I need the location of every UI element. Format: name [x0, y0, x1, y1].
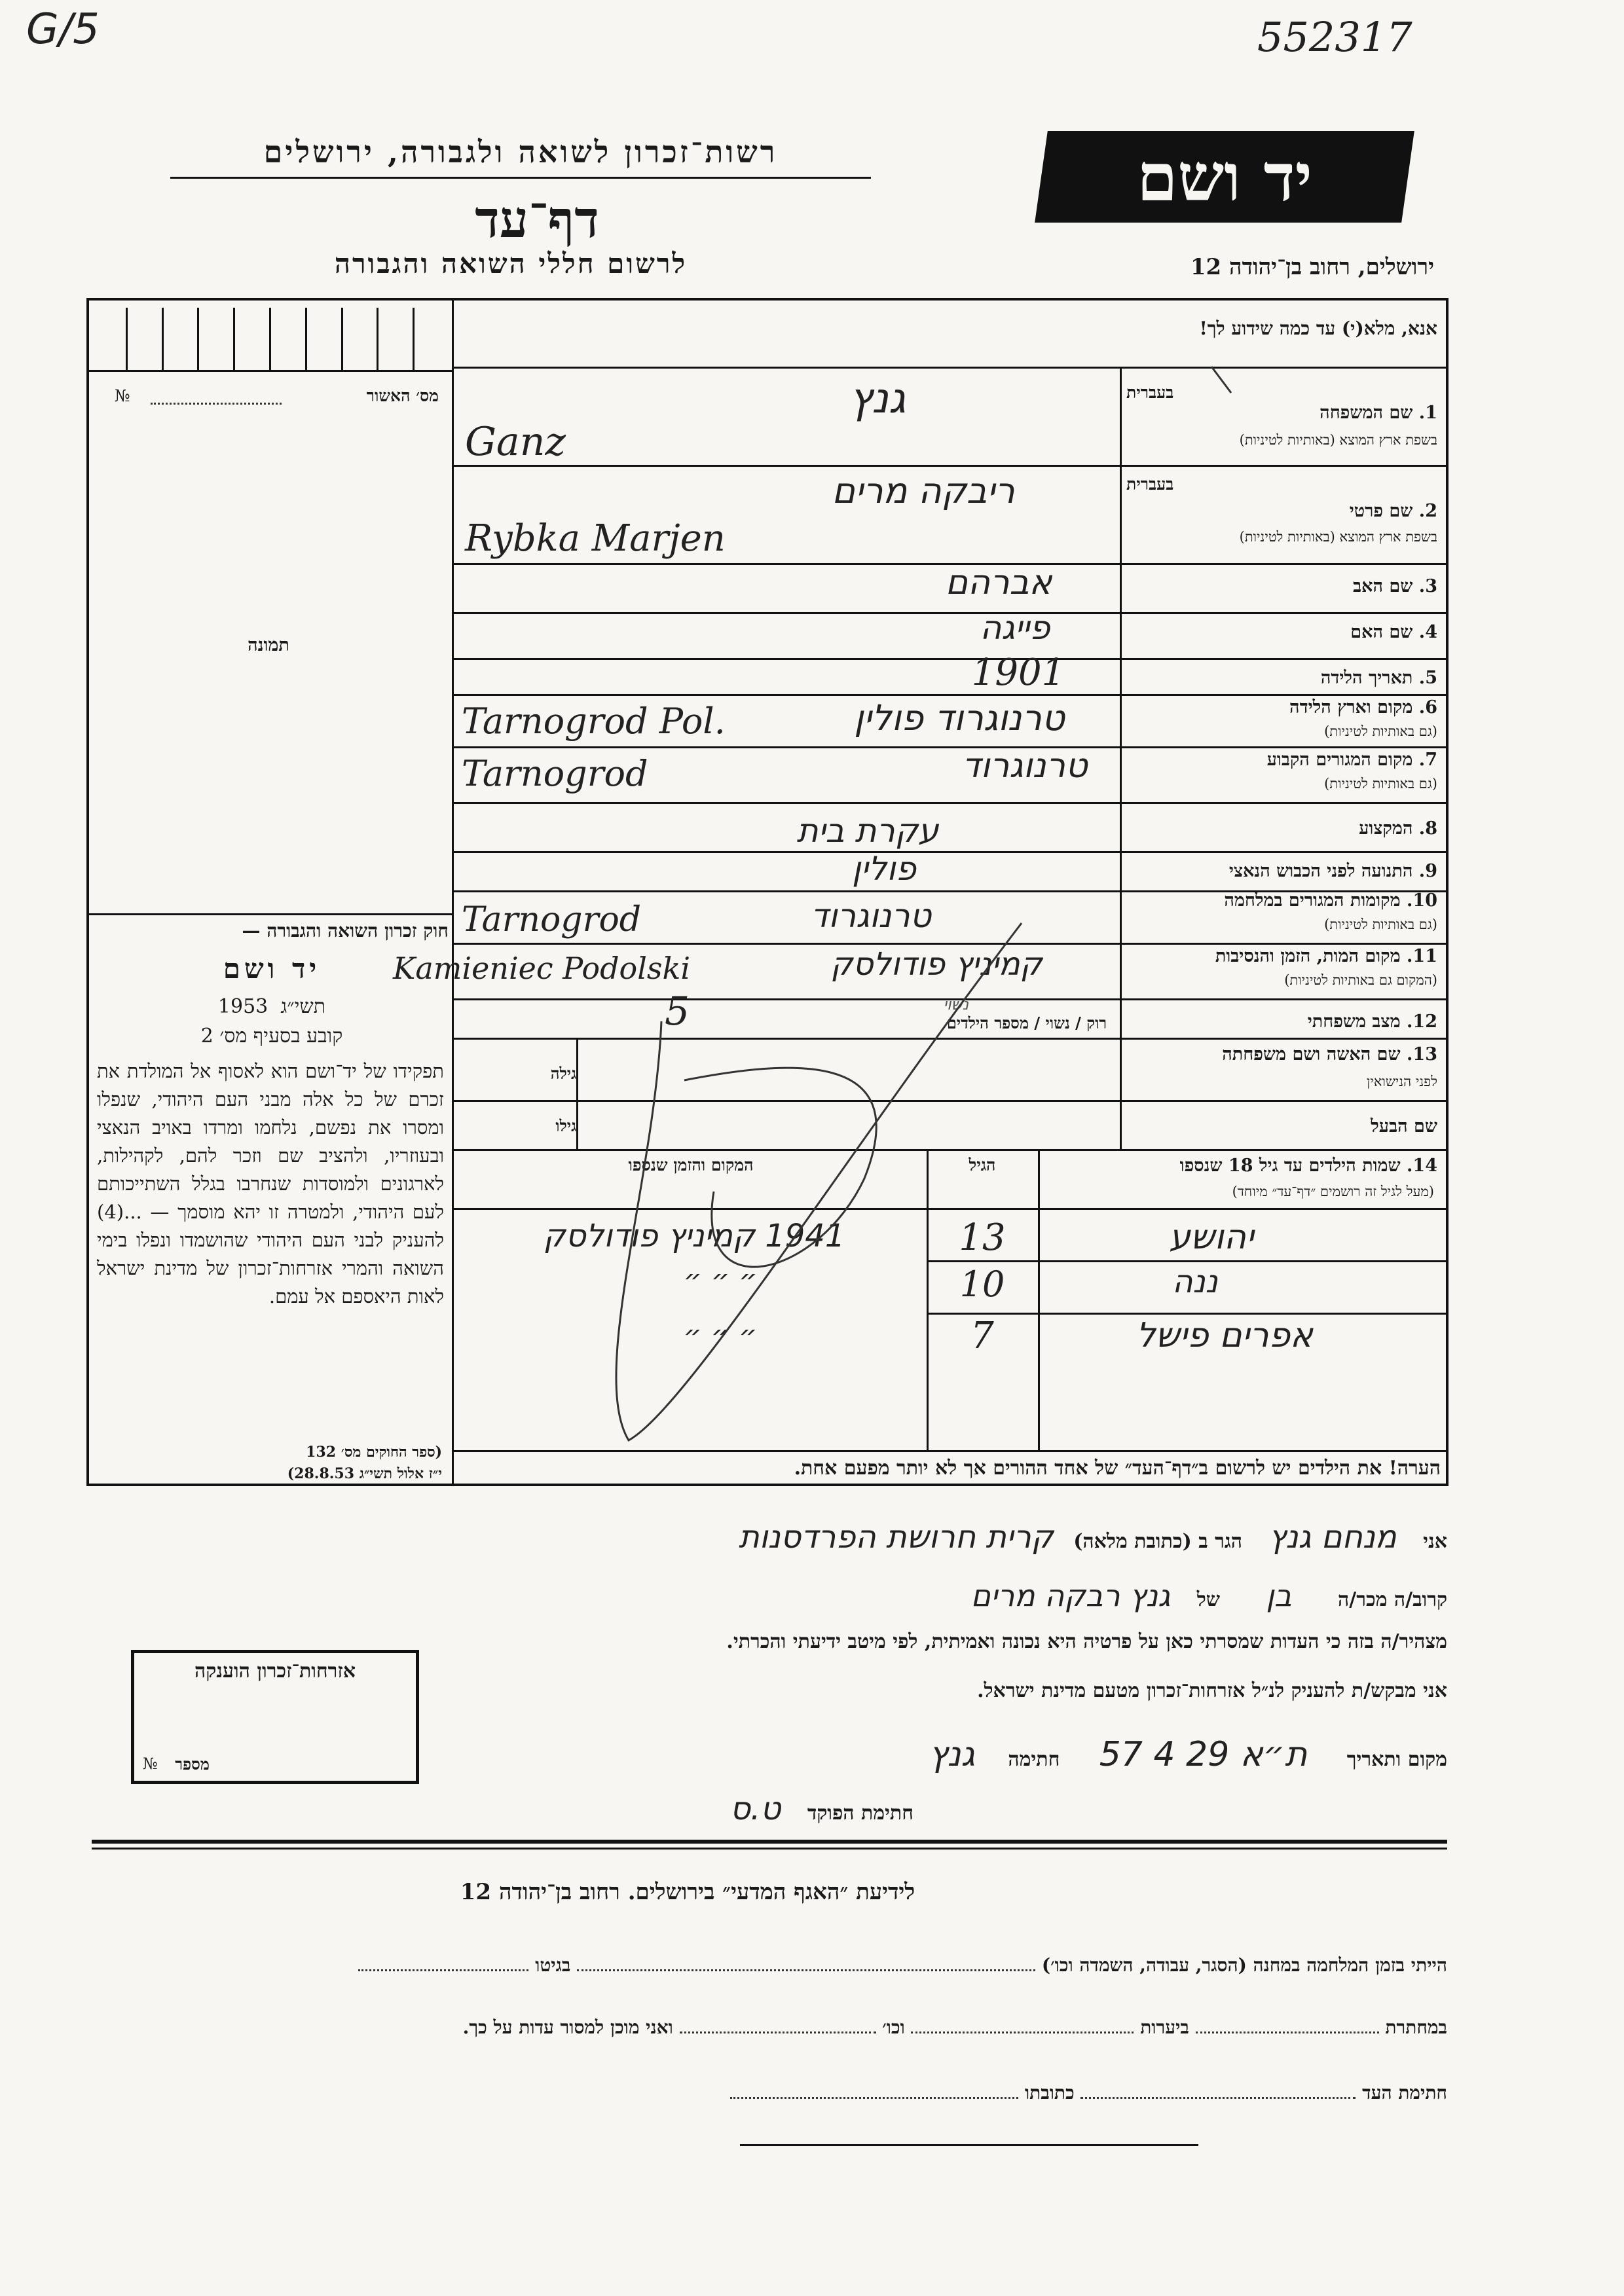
official-signature: ט.ס: [729, 1791, 781, 1827]
citizenship-box-title: אזרחות־זכרון הוענקה: [194, 1660, 356, 1683]
field-number: 8. המקצוע: [1359, 818, 1437, 839]
camp-label: הייתי בזמן המלחמה במחנה (הסגר, עבודה, השמדה וכו׳): [1041, 1954, 1447, 1976]
citizenship-no-symbol: №: [143, 1755, 158, 1773]
of-label: של: [1196, 1588, 1220, 1611]
archive-number: 552317: [1257, 13, 1412, 61]
marital-options: רוק / נשוי / מספר הילדים: [946, 1013, 1107, 1032]
form-subtitle: לרשום חללי השואה והגבורה: [334, 247, 688, 280]
witness-address-label: כתובתו: [1025, 2082, 1075, 2104]
field-sub: (גם באותיות לטיניות): [1324, 917, 1437, 932]
relative-name: גנץ רבקה מרים: [970, 1578, 1171, 1613]
child-name: אפרים פישל: [1136, 1316, 1313, 1355]
forests-label: ביערות: [1140, 2016, 1189, 2038]
field-sub: בשפת ארץ המוצא (באותיות לטיניות): [1239, 529, 1437, 545]
law-name: יד ושם: [223, 953, 321, 985]
child-age: 7: [970, 1315, 994, 1357]
footer-bottom-line: [740, 2144, 1198, 2146]
declaration-text: מצהיר/ה בזה כי העדות שמסרתי כאן על פרטיה היא נכונה ואמיתית, לפי מיטב ידיעתי והכרתי.: [726, 1630, 1447, 1653]
field-number: 11. מקום המות, הזמן והנסיבות: [1215, 946, 1437, 966]
form-instruction: אנא, מלא(י) עד כמה שידוע לך!: [1199, 318, 1437, 339]
field-value-latin: Tarnogrod Pol.: [462, 701, 726, 742]
footer-top-double-line: [92, 1840, 1447, 1844]
field-number: 6. מקום וארץ הלידה: [1289, 697, 1437, 718]
field-value: פייגה: [980, 609, 1050, 647]
field-value-hebrew: ריבקה מרים: [832, 470, 1015, 511]
relation-label: קרוב/ה מכר/ה: [1338, 1588, 1447, 1611]
declarant-address-label: הגר ב (כתובת מלאה): [1073, 1530, 1243, 1553]
child-age: 10: [959, 1264, 1005, 1305]
footer-camp-line: [105, 1954, 1447, 1977]
field-value-hebrew: טרנוגרוד: [962, 746, 1088, 786]
witness-signature-label: חתימת העד: [1362, 2082, 1447, 2104]
children-table-note: (מעל לגיל זה רושמים ״דף־עד״ מיוחד): [1232, 1184, 1434, 1199]
children-table-title: 14. שמות הילדים עד גיל 18 שנספו: [1179, 1156, 1437, 1176]
field-number: 10. מקומות המגורים במלחמה: [1224, 890, 1437, 911]
field-sub: (גם באותיות לטיניות): [1324, 723, 1437, 739]
declarant-line-1: [262, 1519, 1447, 1556]
child-name: יהושע: [1169, 1218, 1254, 1257]
field-tag: בעברית: [1126, 383, 1174, 402]
child-name: ננה: [1172, 1264, 1218, 1300]
field-value-latin: Ganz: [465, 419, 566, 465]
law-reference-1: (ספר החוקים מס׳ 132: [306, 1444, 442, 1461]
field-number: 13. שם האשה ושם משפחתה: [1222, 1044, 1437, 1065]
signature-value: גנץ: [929, 1735, 975, 1774]
header-address: ירושלים, רחוב בן־יהודה 12: [1190, 254, 1434, 280]
field-value-latin: Tarnogrod: [462, 900, 642, 939]
field-value-hebrew: גנץ: [849, 374, 906, 423]
field-number: 1. שם המשפחה: [1320, 403, 1437, 423]
hiding-label: במחתרת: [1385, 2016, 1447, 2038]
field-number: 12. מצב משפחתי: [1307, 1011, 1437, 1032]
children-col-place: המקום והזמן שנספו: [628, 1156, 754, 1175]
field-sub: לפני הנישואין: [1367, 1074, 1437, 1089]
field-number: 9. התנועה לפני הכבוש הנאצי: [1228, 861, 1437, 881]
declarant-line-2: [458, 1578, 1447, 1613]
photo-label: תמונה: [248, 635, 289, 655]
footer-witness-line: [327, 2082, 1447, 2104]
etc-label: וכו׳: [882, 2016, 905, 2038]
field-sub: (המקום גם באותיות לטיניות): [1284, 972, 1437, 988]
citizenship-request: אני מבקש/ת להעניק לנ״ל אזרחות־זכרון מטעם מדינת ישראל.: [977, 1679, 1447, 1702]
ghetto-label: בגיטו: [535, 1954, 571, 1976]
field-tag: בעברית: [1126, 475, 1174, 494]
place-date-row: [655, 1735, 1447, 1774]
child-age: 13: [959, 1216, 1006, 1259]
field-value-latin: Tarnogrod: [462, 753, 648, 794]
field-number: 4. שם האם: [1350, 622, 1437, 642]
field-value-hebrew: קמיניץ פודולסק: [830, 946, 1043, 983]
law-year: 1953: [217, 995, 268, 1018]
approval-no-symbol: №: [115, 386, 130, 405]
declarant-name: מנחם גנץ: [1268, 1519, 1397, 1556]
form-title: דף־עד: [475, 190, 599, 249]
age-label: גילו: [555, 1116, 576, 1135]
place-date-label: מקום ותאריך: [1346, 1748, 1447, 1771]
official-signature-row: [655, 1791, 913, 1827]
field-value: נשוי: [943, 995, 969, 1013]
field-number: שם הבעל: [1371, 1116, 1437, 1137]
children-col-age: הגיל: [969, 1156, 996, 1175]
approval-number-label: מס׳ האשור: [366, 386, 439, 405]
child-place: ״ ״ ״: [683, 1319, 758, 1353]
field-value: עקרת בית: [796, 812, 939, 850]
signature-label: חתימה: [1008, 1748, 1060, 1771]
corner-mark: G/5: [26, 5, 100, 54]
child-place: 1941 קמיניץ פודולסק: [543, 1218, 845, 1254]
field-value-latin: Kamieniec Podolski: [393, 951, 691, 986]
declarant-address: קרית חרושת הפרדסנות: [739, 1519, 1054, 1556]
field-number: 2. שם פרטי: [1349, 501, 1437, 521]
law-title: חוק זכרון השואה והגבורה —: [242, 920, 449, 941]
remark: הערה! את הילדים יש לרשום ב״דף־העד״ של אחד ההורים אך לא יותר מפעם אחת.: [794, 1457, 1441, 1480]
field-number: 5. תאריך הלידה: [1320, 668, 1437, 688]
field-number: 3. שם האב: [1353, 576, 1437, 596]
ready-label: ואני מוכן למסור עדות על כך.: [462, 2016, 673, 2038]
declarant-pre: אני: [1423, 1530, 1447, 1553]
field-value: 1901: [971, 651, 1065, 694]
authority-name: רשות־זכרון לשואה ולגבורה, ירושלים: [263, 134, 778, 170]
law-reference-2: י״ז אלול תשי״ג 28.8.53): [287, 1465, 442, 1482]
footer-top-line-2: [92, 1848, 1447, 1850]
field-sub: בשפת ארץ המוצא (באותיות לטיניות): [1239, 432, 1437, 448]
official-signature-label: חתימת הפוקד: [807, 1802, 913, 1825]
field-number: 7. מקום המגורים הקבוע: [1266, 750, 1437, 770]
child-place: ״ ״ ״: [683, 1264, 758, 1297]
field-value-latin: Rybka Marjen: [465, 517, 726, 560]
footer-hiding-line: [105, 2016, 1447, 2039]
law-clause: קובע בסעיף מס׳ 2: [200, 1025, 343, 1048]
children-count: 5: [665, 989, 690, 1034]
field-value: אברהם: [945, 563, 1052, 602]
field-value: פולין: [851, 850, 917, 888]
place-date-value: ת״א 29 4 57: [1099, 1735, 1308, 1774]
footer-notice: לידיעת ״האגף המדעי״ בירושלים. רחוב בן־יהודה 12: [460, 1879, 915, 1905]
law-year-hebrew: תשי״ג: [280, 995, 326, 1018]
field-value-hebrew: טרנוגרוד פולין: [854, 697, 1065, 738]
field-sub: (גם באותיות לטיניות): [1324, 776, 1437, 792]
field-value-hebrew: טרנוגרוד: [810, 897, 932, 935]
logo-text: יד ושם: [1137, 139, 1312, 216]
law-body: תפקידו של יד־ושם הוא לאסוף אל המולדת את זכרם של כל אלה מבני העם היהודי, שנפלו ומסרו את נפשם, נלחמו ומרדו באויב הנאצי ובעוזריו, ולהציב שם וזכר להם, לקהילות, לארגונים ולמוסדות שנחרבו בגלל השתייכותם לעם היהודי, ולמטרה זו יהא מוסמך — ...(4) להעניק לבני העם היהודי שהושמדו ונפלו בימי השואה והמרי אזרחות־זכרון של מדינת ישראל לאות היאספם אל עמם.: [97, 1060, 444, 1307]
age-label: גילה: [550, 1064, 576, 1083]
citizenship-number-label: מספר: [175, 1755, 210, 1774]
relation-value: בן: [1266, 1578, 1292, 1613]
